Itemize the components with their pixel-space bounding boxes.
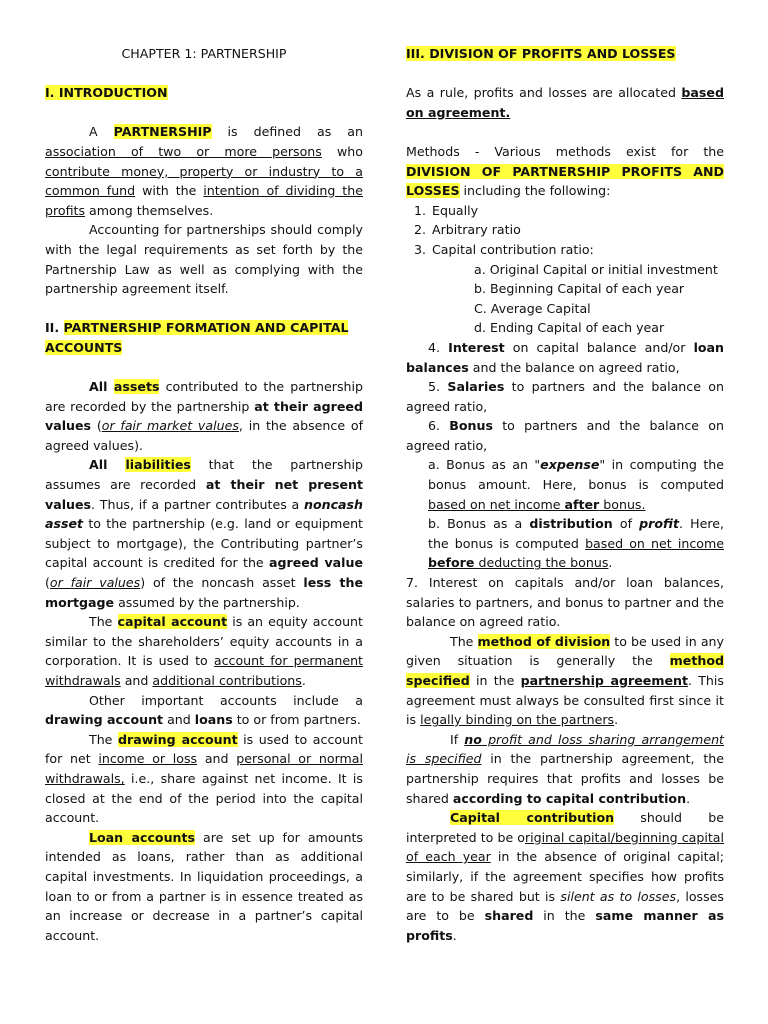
intro-paragraph-2: Accounting for partnerships should comply with the legal requirements as set forth by the Partnership Law as well as complying with the partnership agreement itself. bbox=[45, 222, 363, 297]
formation-heading: II. PARTNERSHIP FORMATION AND CAPITAL ACCOUNTS bbox=[45, 320, 349, 355]
list-item: b. Beginning Capital of each year bbox=[474, 281, 685, 297]
methods-list bbox=[406, 201, 724, 260]
list-item: 1. Equally bbox=[430, 201, 724, 221]
liabilities-paragraph: All liabilities that the partnership assumes are recorded at their net present values. Thus, if a partner contributes a noncash asset to the partnership (e.g. land or equipment subject to mortgage), the Contributing partner’s capital account is credited for the agreed value (or fair values) of the noncash asset less the mortgage assumed by the partnership. bbox=[45, 457, 364, 610]
list-item: C. Average Capital bbox=[474, 300, 591, 316]
intro-paragraph: A PARTNERSHIP is defined as an association of two or more persons who contribute money, property or industry to a common fund with the intention of dividing the profits among themselves. bbox=[45, 124, 363, 218]
methods-paragraph: Methods - Various methods exist for the DIVISION OF PARTNERSHIP PROFITS AND LOSSES including the following: bbox=[406, 143, 724, 199]
method-item-7: 7. Interest on capitals and/or loan balances, salaries to partners, and bonus to partner and the balance on agreed ratio. bbox=[406, 575, 724, 630]
right-column bbox=[406, 34, 724, 945]
method-item-4: 4. Interest on capital balance and/or loan balances and the balance on agreed ratio, bbox=[406, 339, 724, 375]
method-item-5: 5. Salaries to partners and the balance on agreed ratio, bbox=[406, 379, 724, 414]
method-of-division-paragraph: The method of division to be used in any given situation is generally the method specified in the partnership agreement. This agreement must always be consulted first since it is legally binding on the partners. bbox=[406, 633, 724, 728]
intro-heading: I. INTRODUCTION bbox=[45, 85, 168, 101]
capital-contribution-paragraph: Capital contribution should be interpreted to be original capital/beginning capital of each year in the absence of original capital; similarly, if the agreement specifies how profits are to be shared but is silent as to losses, losses are to be shared in the same manner as profits. bbox=[406, 810, 724, 943]
no-arrangement-paragraph: If no profit and loss sharing arrangement is specified in the partnership agreement, the partnership requires that profits and losses be shared according to capital contribution. bbox=[406, 731, 724, 806]
rule-paragraph: As a rule, profits and losses are allocated based on agreement. bbox=[406, 85, 724, 120]
division-heading: III. DIVISION OF PROFITS AND LOSSES bbox=[406, 46, 676, 61]
left-column bbox=[45, 34, 363, 945]
capital-account-paragraph: The capital account is an equity account similar to the shareholders’ equity accounts in a corporation. It is used to account for permanent withdrawals and additional contributions. bbox=[45, 614, 363, 688]
loan-accounts-paragraph: Loan accounts are set up for amounts intended as loans, rather than as additional capital investments. In liquidation proceedings, a loan to or from a partner is in essence treated as an increase or decrease in a partner’s capital account. bbox=[45, 829, 363, 943]
other-accounts-paragraph: Other important accounts include a drawing account and loans to or from partners. bbox=[45, 692, 363, 728]
bonus-option-a: a. Bonus as an "expense" in computing the bonus amount. Here, bonus is computed based on net income after bonus. bbox=[428, 457, 724, 512]
list-item: 2. Arbitrary ratio bbox=[430, 220, 724, 240]
method-item-6: 6. Bonus to partners and the balance on agreed ratio, bbox=[406, 418, 724, 453]
chapter-title: CHAPTER 1: PARTNERSHIP bbox=[121, 46, 287, 61]
bonus-option-b: b. Bonus as a distribution of profit. Here, the bonus is computed based on net income before deducting the bonus. bbox=[428, 516, 724, 571]
list-item: d. Ending Capital of each year bbox=[474, 320, 665, 336]
assets-paragraph: All assets contributed to the partnership are recorded by the partnership at their agreed values (or fair market values, in the absence of agreed values). bbox=[45, 379, 364, 453]
drawing-account-paragraph: The drawing account is used to account for net income or loss and personal or normal withdrawals, i.e., share against net income. It is closed at the end of the period into the capital account. bbox=[45, 731, 364, 826]
list-item: 3. Capital contribution ratio: bbox=[430, 240, 724, 260]
list-item: a. Original Capital or initial investment bbox=[474, 261, 718, 277]
